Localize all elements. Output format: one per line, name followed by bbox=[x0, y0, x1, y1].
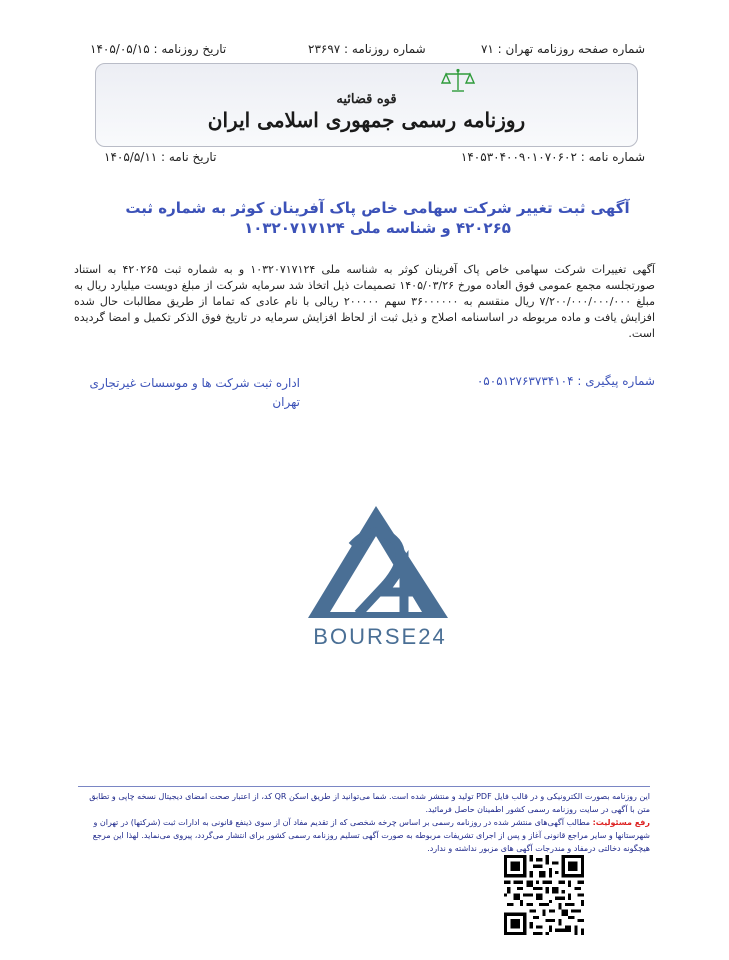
office-name: اداره ثبت شرکت ها و موسسات غیرتجاری bbox=[89, 376, 300, 390]
liability-label: رفع مسئولیت: bbox=[592, 818, 650, 827]
registration-office bbox=[60, 374, 300, 412]
issue-number: شماره روزنامه : ۲۳۶۹۷ bbox=[308, 42, 426, 56]
footer-divider bbox=[78, 786, 650, 787]
judiciary-scales-icon bbox=[441, 68, 475, 94]
notice-title: آگهی ثبت تغییر شرکت سهامی خاص پاک آفرینان کوثر به شماره ثبت ۴۲۰۲۶۵ و شناسه ملی ۱۰۳۲۰۷۱۷۱۲۴ bbox=[125, 199, 630, 237]
bourse24-wordmark: BOURSE24 bbox=[313, 624, 447, 649]
liability-text: مطالب آگهی‌های منتشر شده در روزنامه رسمی بر اساس چرخه شخصی که از تقدیم مفاد آن از سوی ذینفع قانونی به ادارات ثبت (شرکتها) در تهران و شهرستانها و سایر مراجع قانونی آغاز و پس از اجرای تشریفات مربوطه به صورت آگهی تسلیم روزنامه رسمی کشور برای انتشار می‌گردد، پیروی می‌نماید. لهذا این مرجع هیچگونه دخالتی درمفاد و مندرجات آگهی های مزبور نداشته و ندارد. bbox=[92, 818, 650, 853]
judiciary-label: قوه قضائیه bbox=[336, 92, 397, 107]
page-number: شماره صفحه روزنامه تهران : ۷۱ bbox=[480, 42, 645, 56]
issue-date: تاریخ روزنامه : ۱۴۰۵/۰۵/۱۵ bbox=[90, 42, 227, 56]
footer-liability bbox=[78, 816, 650, 855]
footer-disclaimer bbox=[78, 790, 650, 855]
tracking-number: شماره پیگیری : ۰۵۰۵۱۲۷۶۳۷۳۴۱۰۴ bbox=[476, 374, 655, 388]
gazette-banner bbox=[95, 63, 638, 147]
footer-pdf-note: این روزنامه بصورت الکترونیکی و در قالب فایل PDF تولید و منتشر شده است. شما می‌توانید از طریق اسکن QR کد، از اعتبار صحت امضای دیجیتال نسخه چاپی و تطابق متن با آگهی در سایت روزنامه رسمی کشور اطمینان حاصل فرمائید. bbox=[89, 792, 650, 814]
bourse24-logo bbox=[300, 502, 460, 652]
qr-code-icon[interactable] bbox=[504, 855, 584, 935]
letter-date: تاریخ نامه : ۱۴۰۵/۵/۱۱ bbox=[104, 150, 217, 164]
notice-body: آگهی تغییرات شرکت سهامی خاص پاک آفرینان کوثر به شناسه ملی ۱۰۳۲۰۷۱۷۱۲۴ و به شماره ثبت ۴۲۰۲۶۵ به استناد صورتجلسه مجمع عمومی فوق العاده مورخ ۱۴۰۵/۰۳/۲۶ تصمیمات ذیل اتخاذ شد سرمایه شرکت از مبلغ دویست میلیارد ریال به مبلغ ۷/۲۰۰/۰۰۰/۰۰۰/۰۰۰ ریال منقسم به ۳۶۰۰۰۰۰۰ سهم ۲۰۰۰۰۰ ریالی با نام عادی که تماما از طریق مطالبات حال شده افزایش یافت و ماده مربوطه در اساسنامه اصلاح و ذیل ثبت از لحاظ افزایش سرمایه در تاریخ فوق الذکر تکمیل و امضا گردیده است. bbox=[74, 263, 655, 340]
office-city: تهران bbox=[272, 395, 300, 409]
gazette-title: روزنامه رسمی جمهوری اسلامی ایران bbox=[207, 108, 526, 132]
letter-number: شماره نامه : ۱۴۰۵۳۰۴۰۰۹۰۱۰۷۰۶۰۲ bbox=[460, 150, 645, 164]
